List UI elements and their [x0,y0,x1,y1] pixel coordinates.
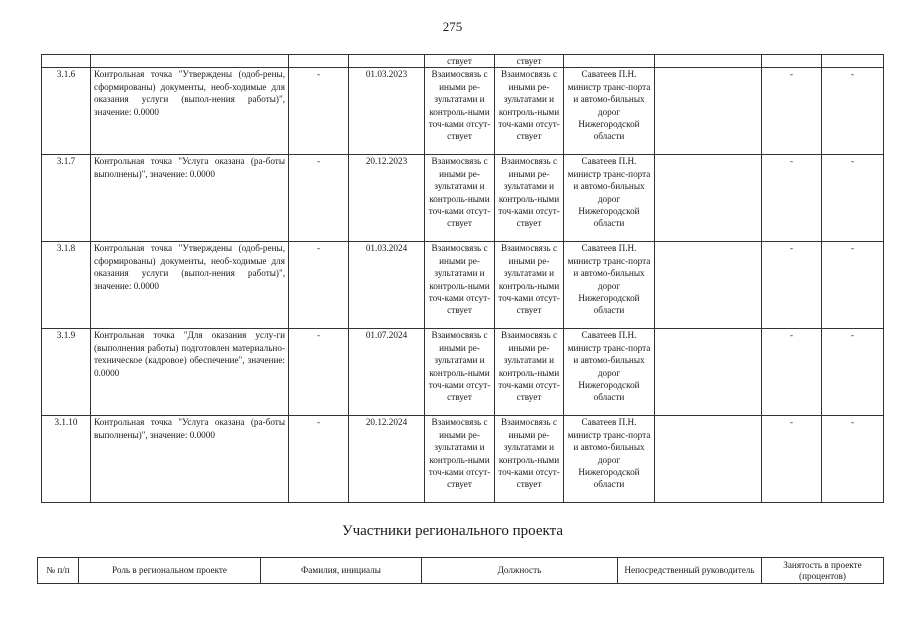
row-col9: - [762,155,822,242]
row-responsible: Саватеев П.Н. министр транс-порта и автомо-бильных дорог Нижегородской области [564,242,655,329]
table-row [42,329,884,416]
header-name: Фамилия, инициалы [261,558,422,584]
row-end-date: 01.03.2024 [349,242,425,329]
row-start: - [289,155,349,242]
row-col9: - [762,68,822,155]
continued-cell-link-next: ствует [495,55,564,68]
row-link-next: Взаимосвязь с иными ре-зультатами и контроль-ными точ-ками отсут-ствует [495,329,564,416]
row-link-next: Взаимосвязь с иными ре-зультатами и контроль-ными точ-ками отсут-ствует [495,155,564,242]
row-col9: - [762,242,822,329]
row-col10: - [822,155,884,242]
row-col8 [655,416,762,503]
table-row [42,68,884,155]
row-col10: - [822,416,884,503]
row-number: 3.1.8 [42,242,91,329]
table-row [42,416,884,503]
participants-table [37,557,884,584]
row-link-prev: Взаимосвязь с иными ре-зультатами и контроль-ными точ-ками отсут-ствует [425,416,495,503]
page-number: 275 [442,19,463,34]
row-end-date: 20.12.2024 [349,416,425,503]
continued-row [42,55,884,68]
row-link-next: Взаимосвязь с иными ре-зультатами и контроль-ными точ-ками отсут-ствует [495,68,564,155]
row-link-prev: Взаимосвязь с иными ре-зультатами и контроль-ными точ-ками отсут-ствует [425,329,495,416]
continued-cell-link-prev: ствует [425,55,495,68]
row-responsible: Саватеев П.Н. министр транс-порта и автомо-бильных дорог Нижегородской области [564,416,655,503]
row-col9: - [762,329,822,416]
row-col8 [655,242,762,329]
section-title: Участники регионального проекта [341,523,564,539]
row-responsible: Саватеев П.Н. министр транс-порта и автомо-бильных дорог Нижегородской области [564,68,655,155]
row-name: Контрольная точка "Утверждены (одоб-рены, сформированы) документы, необ-ходимые для оказания услуги (выпол-нения работы)", значение: 0.0000 [91,242,289,329]
row-start: - [289,329,349,416]
row-col8 [655,155,762,242]
row-link-next: Взаимосвязь с иными ре-зультатами и контроль-ными точ-ками отсут-ствует [495,242,564,329]
participants-header-row [38,558,884,584]
row-name: Контрольная точка "Утверждены (одоб-рены, сформированы) документы, необ-ходимые для оказания услуги (выпол-нения работы)", значение: 0.0000 [91,68,289,155]
row-responsible: Саватеев П.Н. министр транс-порта и автомо-бильных дорог Нижегородской области [564,329,655,416]
row-number: 3.1.9 [42,329,91,416]
row-col10: - [822,242,884,329]
row-responsible: Саватеев П.Н. министр транс-порта и автомо-бильных дорог Нижегородской области [564,155,655,242]
row-link-prev: Взаимосвязь с иными ре-зультатами и контроль-ными точ-ками отсут-ствует [425,68,495,155]
row-link-prev: Взаимосвязь с иными ре-зультатами и контроль-ными точ-ками отсут-ствует [425,155,495,242]
row-col8 [655,68,762,155]
header-role: Роль в региональном проекте [79,558,261,584]
row-number: 3.1.6 [42,68,91,155]
row-end-date: 01.03.2023 [349,68,425,155]
row-col8 [655,329,762,416]
row-link-prev: Взаимосвязь с иными ре-зультатами и контроль-ными точ-ками отсут-ствует [425,242,495,329]
table-row [42,155,884,242]
row-start: - [289,68,349,155]
control-points-table [41,54,884,503]
row-number: 3.1.7 [42,155,91,242]
row-end-date: 01.07.2024 [349,329,425,416]
header-supervisor: Непосредственный руководитель [618,558,762,584]
row-name: Контрольная точка "Услуга оказана (ра-боты выполнены)", значение: 0.0000 [91,416,289,503]
row-name: Контрольная точка "Для оказания услу-ги (выполнения работы) подготовлен материально-техническое (кадровое) обеспечение", значение: 0.0000 [91,329,289,416]
header-position: Должность [422,558,618,584]
header-num: № п/п [38,558,79,584]
row-name: Контрольная точка "Услуга оказана (ра-боты выполнены)", значение: 0.0000 [91,155,289,242]
row-start: - [289,242,349,329]
row-start: - [289,416,349,503]
row-col9: - [762,416,822,503]
table-row [42,242,884,329]
row-number: 3.1.10 [42,416,91,503]
row-col10: - [822,68,884,155]
row-col10: - [822,329,884,416]
row-link-next: Взаимосвязь с иными ре-зультатами и контроль-ными точ-ками отсут-ствует [495,416,564,503]
row-end-date: 20.12.2023 [349,155,425,242]
header-employment: Занятость в проекте (процентов) [762,558,884,584]
